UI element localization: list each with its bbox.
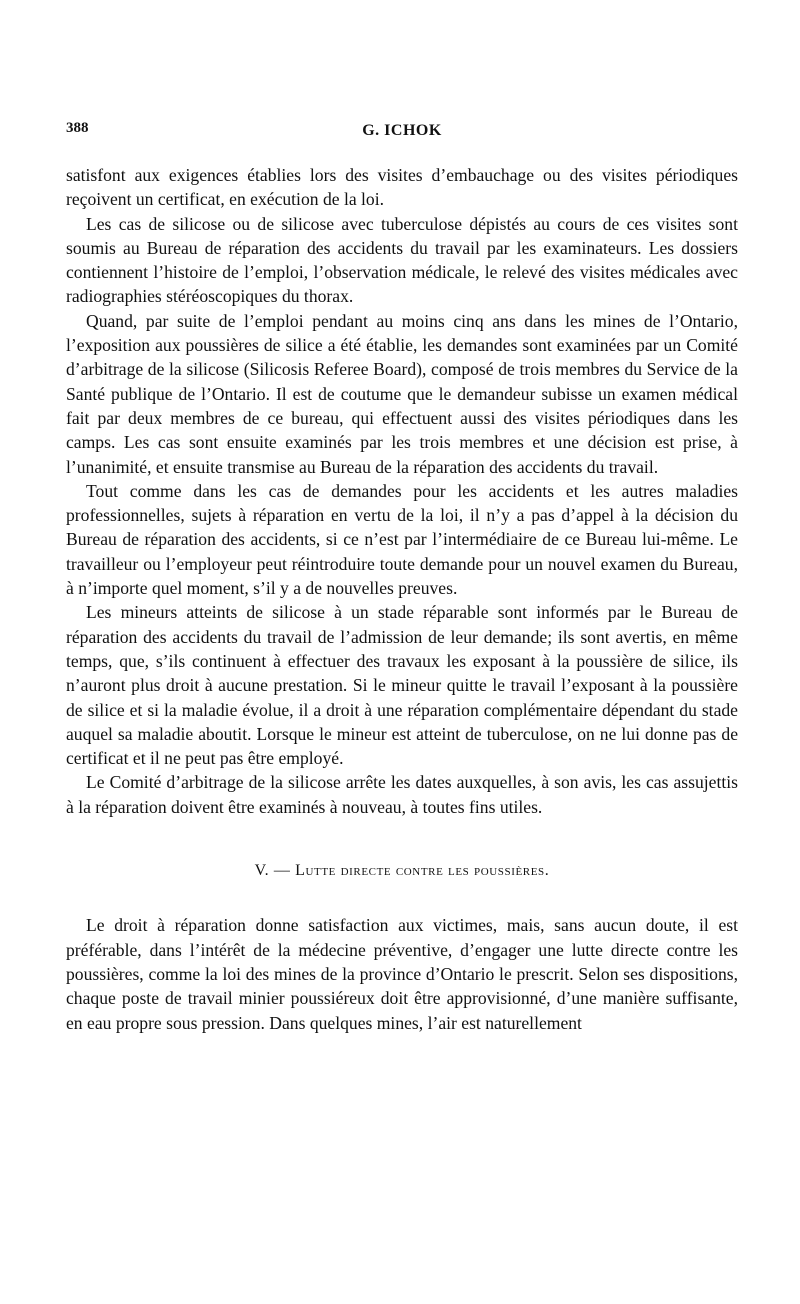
running-head (66, 112, 738, 142)
paragraph-silicose-cases: Les cas de silicose ou de silicose avec tuberculose dépistés au cours de ces visites sont soumis au Bureau de réparation des accidents du travail par les examinateurs. Les dossiers contiennent l’histoire de l’emploi, l’observation médicale, le relevé des visites médicales avec radiographies stéréoscopiques du thorax. (66, 213, 738, 307)
paragraph-direct-fight: Le droit à réparation donne satisfaction aux victimes, mais, sans aucun doute, il est préférable, dans l’intérêt de la médecine préventive, d’engager une lutte directe contre les poussières, comme la loi des mines de la province d’Ontario le prescrit. Selon ses dispositions, chaque poste de travail minier poussiéreux doit être approvisionné, d’une manière suffisante, en eau propre sous pression. Dans quelques mines, l’air est naturellement (66, 915, 738, 1033)
paragraph-continued: satisfont aux exigences établies lors des visites d’embauchage ou des visites périodiques reçoivent un certificat, en exécution de la loi. (66, 165, 738, 210)
paragraph-committee-dates: Le Comité d’arbitrage de la silicose arrête les dates auxquelles, à son avis, les cas assujettis à la réparation doivent être examinés à nouveau, à toutes fins utiles. (66, 772, 738, 817)
section-title: Lutte directe contre les poussières. (295, 862, 550, 880)
section-numeral: V. — (254, 862, 291, 880)
running-head-author: G. ICHOK (362, 122, 442, 139)
paragraph-appeals: Tout comme dans les cas de demandes pour les accidents et les autres maladies professionnelles, sujets à réparation en vertu de la loi, il n’y a pas d’appel à la décision du Bureau de réparation des accidents, si ce n’est par l’intermédiaire de ce Bureau lui-même. Le travailleur ou l’employeur peut réintroduire toute demande pour un nouvel examen du Bureau, à n’importe quel moment, s’il y a de nouvelles preuves. (66, 480, 738, 599)
paragraph-ontario-referee-board: Quand, par suite de l’emploi pendant au moins cinq ans dans les mines de l’Ontario, l’exposition aux poussières de silice a été établie, les demandes sont examinées par un Comité d’arbitrage de la silicose (Silicosis Referee Board), composé de trois membres du Service de la Santé publique de l’Ontario. Il est de coutume que le demandeur subisse un examen médical fait par deux membres de ce bureau, qui effectuent aussi des visites périodiques dans les camps. Les cas sont ensuite examinés par les trois membres et une décision est prise, à l’unanimité, et ensuite transmise au Bureau de la réparation des accidents du travail. (66, 310, 738, 477)
body-text (66, 163, 738, 1035)
paragraph-miners-informed: Les mineurs atteints de silicose à un stade réparable sont informés par le Bureau de réparation des accidents du travail de l’admission de leur demande; ils sont avertis, en même temps, que, s’ils continuent à effectuer des travaux les exposant à la poussière de silice, ils n’auront plus droit à aucune prestation. Si le mineur quitte le travail l’exposant à la poussière de silice et si la maladie évolue, il a droit à une réparation complémentaire dépendant du stade auquel sa maladie aboutit. Lorsque le mineur est atteint de tuberculose, on ne lui donne pas de certificat et il ne peut pas être employé. (66, 602, 738, 769)
section-heading (66, 859, 738, 883)
page-number: 388 (66, 120, 89, 136)
book-page (66, 112, 738, 1035)
